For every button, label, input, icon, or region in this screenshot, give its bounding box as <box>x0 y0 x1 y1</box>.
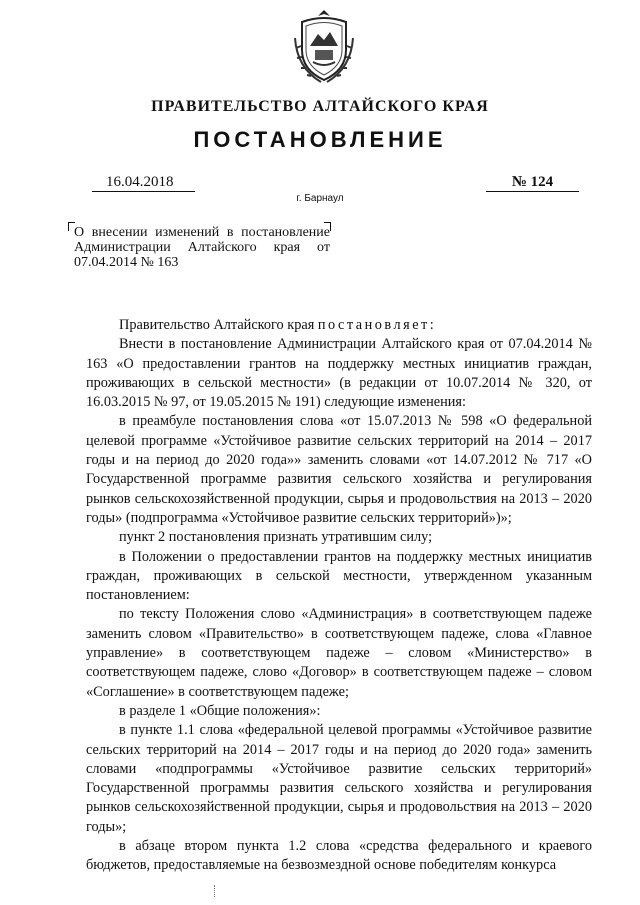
organization-name: ПРАВИТЕЛЬСТВО АЛТАЙСКОГО КРАЯ <box>151 98 489 115</box>
decree-title: О внесении изменений в постановление Администрации Алтайского края от 07.04.2014 № 163 <box>74 225 330 270</box>
decree-number: № 124 <box>486 174 579 192</box>
decree-body <box>86 316 592 876</box>
intro-verb: постановляет: <box>317 317 437 333</box>
decree-date: 16.04.2018 <box>92 174 195 192</box>
body-paragraph: в преамбуле постановления слова «от 15.07.2013 № 598 «О федеральной целевой программе «Устойчивое развитие сельских территорий на 2014 – 2017 годы и на период до 2020 года»» заменить словами «от 14.07.2012 № 717 «О Государственной программе развития сельского хозяйства и регулирования рынков сельскохозяйственной продукции, сырья и продовольствия на 2013 – 2020 годы» (подпрограмма «Устойчивое развитие сельских территорий»)»; <box>86 413 592 526</box>
altai-coat-of-arms-icon <box>293 8 355 84</box>
intro-paragraph <box>86 316 592 335</box>
body-paragraph: в пункте 1.1 слова «федеральной целевой программы «Устойчивое развитие сельских территорий на 2014 – 2017 годы и на период до 2020 года» заменить словами «подпрограммы «Устойчивое развитие сельских территорий» Государственной программы развития сельского хозяйства и регулирования рынков сельскохозяйственной продукции, сырья и продовольствия на 2013 – 2020 годы»; <box>86 722 592 835</box>
intro-prefix: Правительство Алтайского края <box>119 317 315 333</box>
body-paragraph: в разделе 1 «Общие положения»: <box>119 702 321 719</box>
body-paragraph: в Положении о предоставлении грантов на поддержку местных инициатив граждан, проживающих в сельской местности, утвержденном указанным постановлением: <box>86 548 592 604</box>
body-paragraph: пункт 2 постановления признать утратившим силу; <box>119 529 433 546</box>
body-paragraph: Внести в постановление Администрации Алтайского края от 07.04.2014 № 163 «О предоставлении грантов на поддержку местных инициатив граждан, проживающих в сельской местности» (в редакции от 10.07.2014 № 320, от 16.03.2015 № 97, от 19.05.2015 № 191) следующие изменения: <box>86 336 592 411</box>
body-paragraph: по тексту Положения слово «Администрация» в соответствующем падеже заменить словом «Правительство» в соответствующем падеже, слова «Главное управление» в соответствующем падеже – словом «Министерство» в соответствующем падеже, слово «Договор» в соответствующем падеже – словом «Соглашение» в соответствующем падеже; <box>86 606 592 700</box>
decree-city: г. Барнаул <box>296 193 344 204</box>
document-type: ПОСТАНОВЛЕНИЕ <box>193 127 447 152</box>
body-paragraph: в абзаце втором пункта 1.2 слова «средства федерального и краевого бюджетов, предоставляемые на безвозмездной основе победителям конкурса <box>86 838 592 874</box>
scan-mark <box>214 885 215 897</box>
